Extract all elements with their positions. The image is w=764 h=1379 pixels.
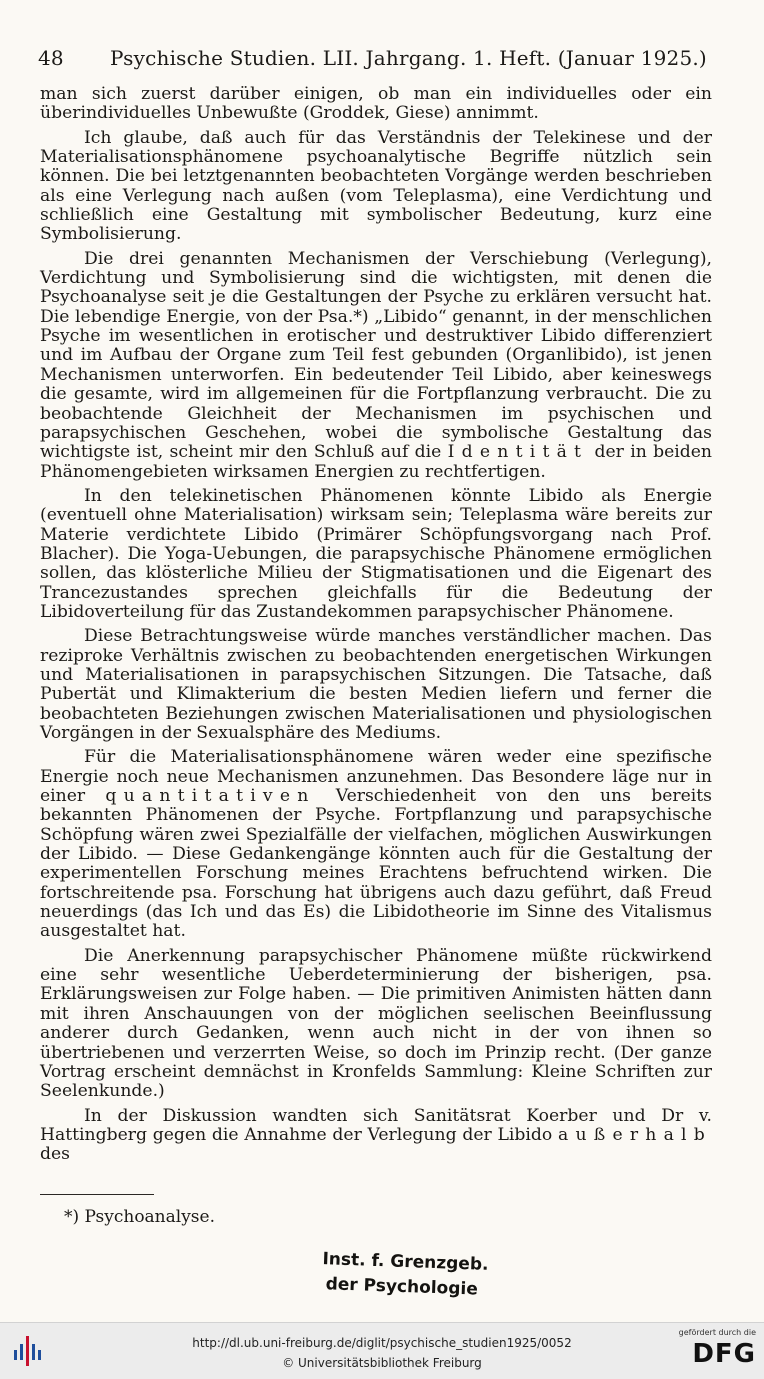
footnote-divider — [40, 1194, 154, 1195]
copyright-notice: © Universitätsbibliothek Freiburg — [282, 1356, 482, 1370]
running-title: Psychische Studien. LII. Jahrgang. 1. Heft. (Januar 1925.) — [110, 46, 707, 70]
stamp-line: der Psychologie — [325, 1274, 479, 1300]
paragraph-text: des — [40, 1144, 70, 1165]
stamp-line: Inst. f. Grenzgeb. — [322, 1249, 489, 1275]
spaced-emphasis: quantitativen — [105, 786, 316, 807]
paragraph — [40, 748, 712, 941]
spaced-emphasis: Identität — [447, 442, 589, 463]
paragraph: In den telekinetischen Phänomenen könnte Libido als Energie (eventuell ohne Materialisation) wirksam sein; Teleplasma wäre bereits zur Materie verdichtete Libido (Primärer Schöpfungsvorgang nach Prof. Blacher). Die Yoga-Uebungen, die parapsychische Phänomene ermöglichen sollen, das klösterliche Milieu der Stigmatisationen und die Eigenart des Trancezustandes sprechen gleichfalls für die Bedeutung der Libidoverteilung für das Zustandekommen parapsychischer Phänomene. — [40, 485, 712, 622]
paragraph-text: Für die Materialisationsphänomene wären weder eine spezifische Energie noch neue Mechanismen anzunehmen. Das Besondere läge nur in einer — [40, 747, 712, 807]
spaced-emphasis: außerhalb — [557, 1124, 712, 1145]
paragraph: Die Anerkennung parapsychischer Phänomene müßte rückwirkend eine sehr wesentliche Ueberdeterminierung der bisherigen, psa. Erklärungsweisen zur Folge haben. — Die primitiven Animisten hätten dann mit ihren Anschauungen von der möglichen seelischen Beeinflussung anderer durch Gedanken, wenn auch nicht in der von ihnen so übertriebenen und verzerrten Weise, so doch im Prinzip recht. (Der ganze Vortrag erscheint demnächst in Kronfelds Sammlung: Kleine Schriften zur Seelenkunde.) — [40, 945, 712, 1102]
footnote: *) Psychoanalyse. — [64, 1207, 215, 1227]
running-header — [38, 40, 712, 76]
page-number: 48 — [38, 46, 64, 70]
paragraph — [40, 250, 712, 482]
paragraph — [40, 1107, 712, 1165]
dfg-funding-badge[interactable] — [670, 1327, 756, 1375]
paragraph: Diese Betrachtungsweise würde manches verständlicher machen. Das reziproke Verhältnis zwischen zu beobachtenden energetischen Wirkungen und Materialisationen in parapsychischen Sitzungen. Die Tatsache, daß Pubertät und Klimakterium die besten Medien liefern und ferner die beobachteten Beziehungen zwischen Materialisationen und physiologischen Vorgängen in der Sexualsphäre des Mediums. — [40, 626, 712, 743]
paragraph-text: In der Diskussion wandten sich Sanitätsrat Koerber und Dr v. Hattingberg gegen die Annahme der Verlegung der Libido — [40, 1105, 712, 1145]
paragraph: man sich zuerst darüber einigen, ob man ein individuelles oder ein überindividuelles Unbewußte (Groddek, Giese) annimmt. — [40, 84, 712, 124]
paragraph-text: Die drei genannten Mechanismen der Verschiebung (Verlegung), Verdichtung und Symbolisierung sind die wichtigsten, mit denen die Psychoanalyse seit je die Gestaltungen der Psyche zu erklären versucht hat. Die lebendige Energie, von der Psa.*) „Libido“ genannt, in der menschlichen Psyche im wesentlichen in erotischer und destruktiver Libido differenziert und im Aufbau der Organe zum Teil fest gebunden (Organlibido), ist jenen Mechanismen unterworfen. Ein bedeutender Teil Libido, aber keineswegs die gesamte, wird im allgemeinen für die Fortpflanzung verbraucht. Die zu beobachtende Gleichheit der Mechanismen im psychischen und parapsychischen Geschehen, wobei die symbolische Gestaltung das wichtigste ist, scheint mir den Schluß auf die — [40, 248, 712, 463]
viewer-footer — [0, 1322, 764, 1379]
dfg-logo-icon: DFG — [692, 1339, 756, 1369]
funding-caption: gefördert durch die — [678, 1328, 756, 1337]
paragraph: Ich glaube, daß auch für das Verständnis der Telekinese und der Materialisationsphänomene psychoanalytische Begriffe nützlich sein können. Die bei letztgenannten beobachteten Vorgänge werden beschrieben als eine Verlegung nach außen (vom Teleplasma), eine Verdichtung und schließlich eine Gestaltung mit symbolischer Bedeutung, kurz eine Symbolisierung. — [40, 127, 712, 245]
paragraph-text: Verschiedenheit von den uns bereits bekannten Phänomenen der Psyche. Fortpflanzung und parapsychische Schöpfung wären zwei Spezialfälle der vielfachen, möglichen Auswirkungen der Libido. — Diese Gedankengänge könnten auch für die Gestaltung der experimentellen Forschung meines Erachtens befruchtend wirken. Die fortschreitende psa. Forschung hat übrigens auch dazu geführt, daß Freud neuerdings (das Ich und das Es) die Libidotheorie im Sinne des Vitalismus ausgestaltet hat. — [40, 786, 712, 942]
permalink-url[interactable]: http://dl.ub.uni-freiburg.de/diglit/psychische_studien1925/0052 — [192, 1336, 572, 1350]
library-stamp — [321, 1247, 489, 1303]
paragraph-text: der in beiden Phänomengebieten wirksamen Energien zu rechtfertigen. — [40, 442, 712, 482]
article-body — [40, 85, 712, 1170]
